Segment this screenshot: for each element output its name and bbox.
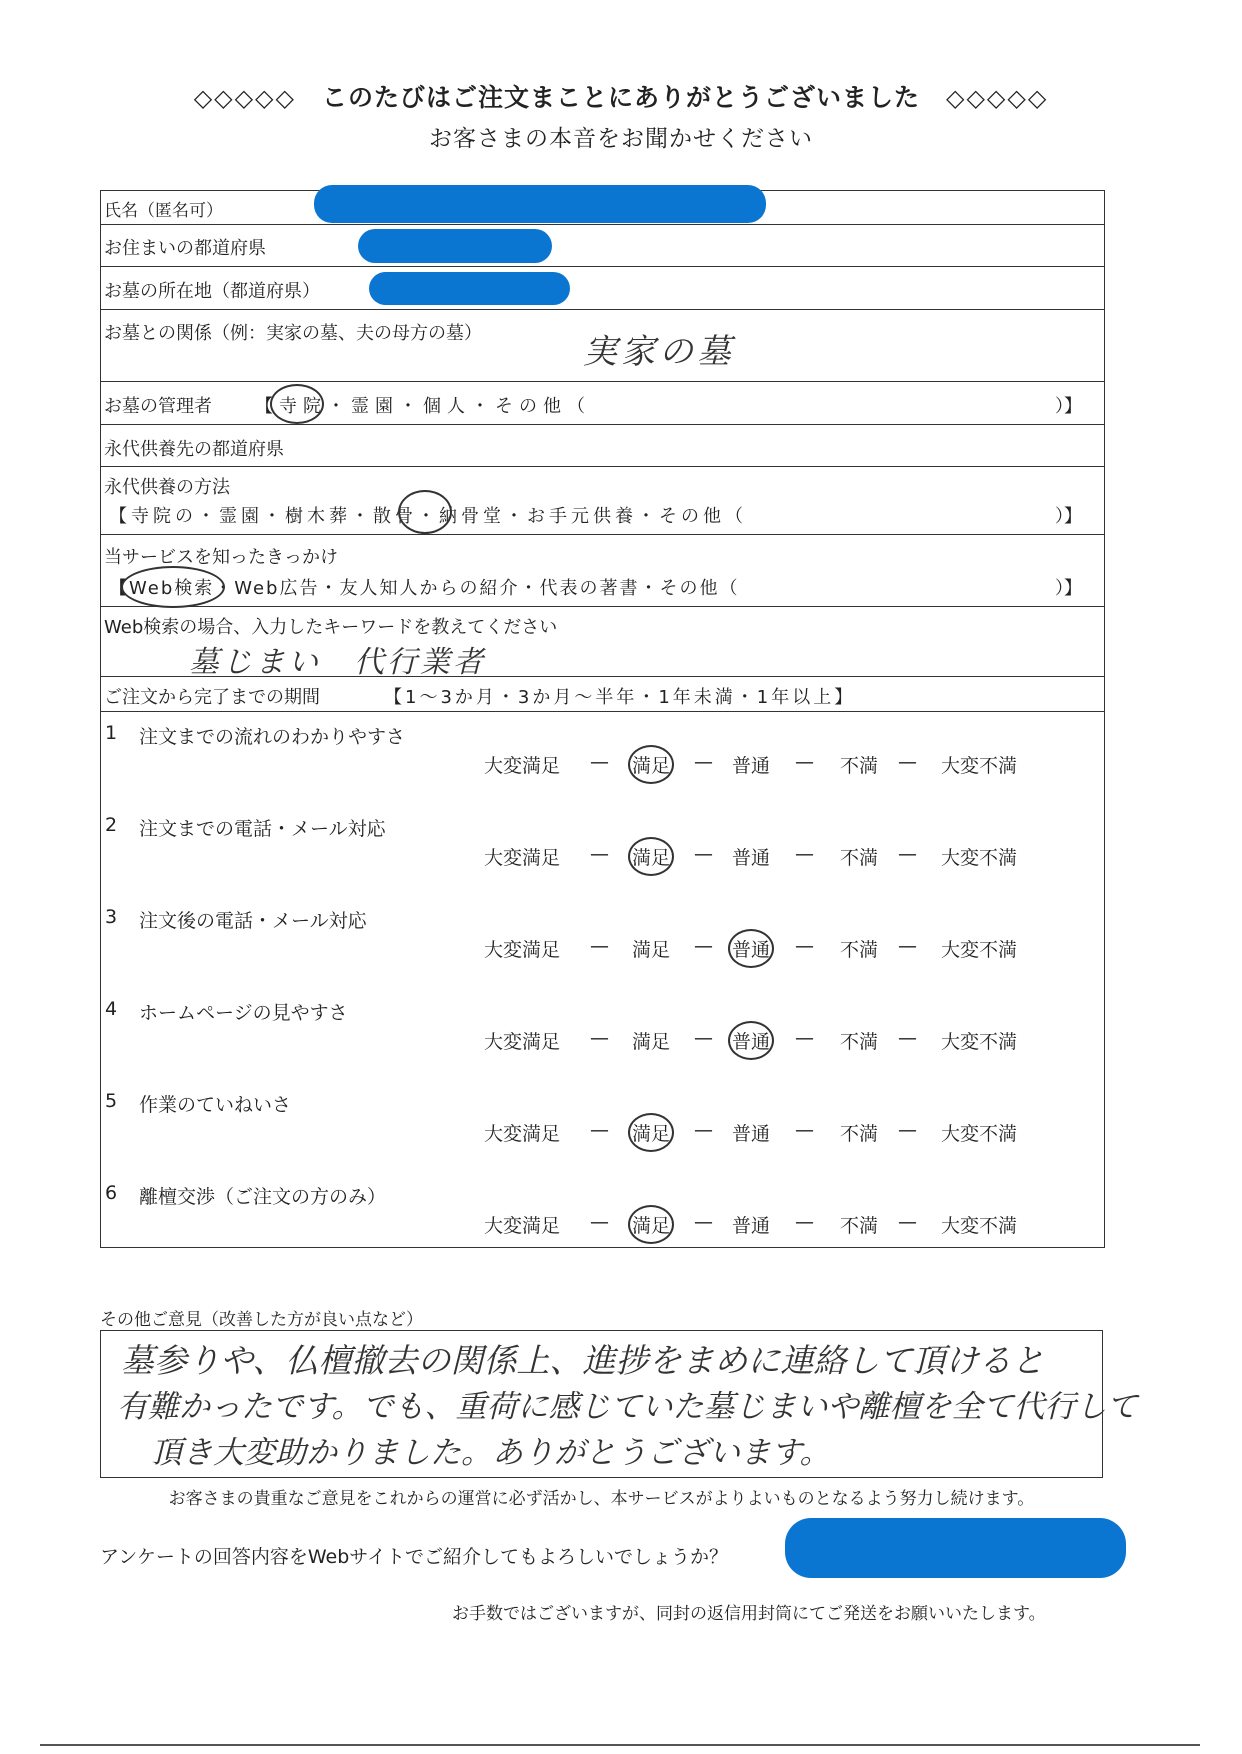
scale-dash: — <box>795 1027 814 1049</box>
question-text: 作業のていねいさ <box>139 1094 292 1116</box>
question-number: 5 <box>105 1090 118 1112</box>
rating-option[interactable]: 満足 <box>632 939 671 961</box>
consent-answer-redaction <box>785 1518 1126 1578</box>
question-text: 離檀交渉（ご注文の方のみ） <box>139 1186 387 1208</box>
question-number: 3 <box>105 906 118 928</box>
name-redaction <box>314 185 766 223</box>
scale-dash: — <box>795 1211 814 1233</box>
question-text: 注文後の電話・メール対応 <box>139 910 367 932</box>
title-text: このたびはご注文まことにありがとうございました <box>321 83 920 112</box>
trigger-row <box>101 535 1104 607</box>
scale-dash: — <box>694 1027 713 1049</box>
scale-dash: — <box>694 1119 713 1141</box>
rating-section <box>101 712 1104 1248</box>
footer-text: お手数ではございますが、同封の返信用封筒にてご発送をお願いいたします。 <box>452 1604 1046 1624</box>
question-number: 1 <box>105 722 118 744</box>
selection-circle <box>270 384 324 424</box>
rating-option[interactable]: 普通 <box>732 847 771 869</box>
rating-option[interactable]: 大変不満 <box>941 1215 1018 1237</box>
scale-dash: — <box>590 843 609 865</box>
notice-text: お客さまの貴重なご意見をこれからの運営に必ず活かし、本サービスがよりよいものとなるよう努力し続けます。 <box>168 1489 1035 1509</box>
rating-option[interactable]: 満足 <box>628 1113 674 1152</box>
rating-option[interactable]: 満足 <box>628 745 674 784</box>
scale-dash: — <box>590 1027 609 1049</box>
manager-bracket-end: ）】 <box>1055 396 1082 417</box>
scale-dash: — <box>795 843 814 865</box>
question-number: 6 <box>105 1182 118 1204</box>
scale-dash: — <box>898 843 917 865</box>
prefecture-row <box>101 225 1104 267</box>
rating-option[interactable]: 不満 <box>840 1031 879 1053</box>
scale-dash: — <box>590 1211 609 1233</box>
period-row <box>101 677 1104 712</box>
grave-location-row <box>101 267 1104 310</box>
name-row <box>101 191 1104 225</box>
rating-option[interactable]: 満足 <box>632 1031 671 1053</box>
rating-option[interactable]: 大変満足 <box>484 755 561 777</box>
rating-option[interactable]: 大変満足 <box>484 939 561 961</box>
comments-box <box>100 1330 1138 1478</box>
rating-question <box>101 812 1104 904</box>
trigger-bracket-end: ）】 <box>1055 578 1082 599</box>
rating-option[interactable]: 普通 <box>732 755 771 777</box>
rating-question <box>101 720 1104 812</box>
question-text: 注文までの流れのわかりやすさ <box>139 726 406 748</box>
relation-answer: 実家の墓 <box>583 332 735 372</box>
rating-option[interactable]: 大変満足 <box>484 847 561 869</box>
rating-option[interactable]: 普通 <box>732 1215 771 1237</box>
scan-edge-line <box>40 1744 1200 1746</box>
rating-option[interactable]: 普通 <box>732 1123 771 1145</box>
rating-question <box>101 1180 1104 1272</box>
rating-question <box>101 996 1104 1088</box>
rating-option[interactable]: 不満 <box>840 1123 879 1145</box>
rating-option[interactable]: 普通 <box>728 929 774 968</box>
rating-question <box>101 1088 1104 1180</box>
memorial-method-options: 【寺院の・霊園・樹木葬・散骨・納骨堂・お手元供養・その他（ <box>109 506 747 527</box>
question-text: ホームページの見やすさ <box>139 1002 348 1024</box>
question-text: 注文までの電話・メール対応 <box>139 818 386 840</box>
survey-form <box>100 190 1105 1248</box>
trigger-label: 当サービスを知ったきっかけ <box>104 547 338 568</box>
selection-circle <box>121 566 225 608</box>
scale-dash: — <box>795 751 814 773</box>
consent-question: アンケートの回答内容をWebサイトでご紹介してもよろしいでしょうか？ <box>100 1546 728 1568</box>
scale-dash: — <box>898 1027 917 1049</box>
keyword-row <box>101 607 1104 680</box>
scale-dash: — <box>590 1119 609 1141</box>
scale-dash: — <box>898 1211 917 1233</box>
scale-dash: — <box>898 935 917 957</box>
comment-line-3: 頂き大変助かりました。ありがとうございます。 <box>151 1435 831 1471</box>
scale-dash: — <box>898 751 917 773</box>
rating-option[interactable]: 大変満足 <box>484 1031 561 1053</box>
comment-line-1: 墓参りや、仏檀撤去の関係上、進捗をまめに連絡して頂けると <box>121 1341 1045 1380</box>
rating-option[interactable]: 不満 <box>840 939 879 961</box>
memorial-pref-label: 永代供養先の都道府県 <box>104 439 284 460</box>
manager-options: 【寺院・霊園・個人・その他（ <box>255 396 591 417</box>
decoration-diamonds-right: ◇◇◇◇◇ <box>946 84 1049 112</box>
grave-location-redaction <box>369 272 570 305</box>
selection-circle <box>398 490 452 534</box>
grave-location-label: お墓の所在地（都道府県） <box>104 281 320 302</box>
scale-dash: — <box>590 751 609 773</box>
scale-dash: — <box>590 935 609 957</box>
rating-option[interactable]: 大変満足 <box>484 1215 561 1237</box>
prefecture-redaction <box>358 229 552 263</box>
rating-option[interactable]: 大変不満 <box>941 1031 1018 1053</box>
question-number: 2 <box>105 814 118 836</box>
trigger-options: 【Web検索・Web広告・友人知人からの紹介・代表の著書・その他（ <box>109 578 740 599</box>
rating-option[interactable]: 大変不満 <box>941 755 1018 777</box>
scale-dash: — <box>694 843 713 865</box>
keyword-label: Web検索の場合、入力したキーワードを教えてください <box>104 617 558 638</box>
manager-label: お墓の管理者 <box>104 396 212 417</box>
memorial-method-row <box>101 467 1104 535</box>
memorial-method-bracket-end: ）】 <box>1055 506 1082 527</box>
memorial-method-label: 永代供養の方法 <box>104 477 230 498</box>
rating-option[interactable]: 不満 <box>840 755 879 777</box>
comments-label: その他ご意見（改善した方が良い点など） <box>100 1310 423 1330</box>
scale-dash: — <box>694 1211 713 1233</box>
rating-option[interactable]: 普通 <box>728 1021 774 1060</box>
rating-option[interactable]: 不満 <box>840 1215 879 1237</box>
decoration-diamonds-left: ◇◇◇◇◇ <box>193 84 296 112</box>
rating-option[interactable]: 不満 <box>840 847 879 869</box>
rating-option[interactable]: 満足 <box>628 837 674 876</box>
survey-subtitle: お客さまの本音をお聞かせください <box>429 126 813 152</box>
rating-option[interactable]: 大変不満 <box>941 939 1018 961</box>
period-label: ご注文から完了までの期間 <box>104 687 320 708</box>
scale-dash: — <box>795 935 814 957</box>
scale-dash: — <box>898 1119 917 1141</box>
prefecture-label: お住まいの都道府県 <box>104 238 266 259</box>
scale-dash: — <box>694 935 713 957</box>
rating-option[interactable]: 大変不満 <box>941 847 1018 869</box>
period-options: 【1〜3か月・3か月〜半年・1年未満・1年以上】 <box>384 687 856 708</box>
rating-option[interactable]: 大変不満 <box>941 1123 1018 1145</box>
scale-dash: — <box>694 751 713 773</box>
rating-option[interactable]: 大変満足 <box>484 1123 561 1145</box>
survey-title <box>0 78 1242 114</box>
rating-option[interactable]: 満足 <box>628 1205 674 1244</box>
scale-dash: — <box>795 1119 814 1141</box>
rating-question <box>101 904 1104 996</box>
relation-label: お墓との関係（例：実家の墓、夫の母方の墓） <box>104 323 482 344</box>
name-label: 氏名（匿名可） <box>104 201 223 221</box>
relation-row <box>101 310 1104 382</box>
manager-row <box>101 382 1104 425</box>
keyword-answer: 墓じまい 代行業者 <box>189 645 486 680</box>
comment-line-2: 有難かったです。でも、重荷に感じていた墓じまいや離檀を全て代行して <box>117 1389 1138 1425</box>
memorial-pref-row <box>101 425 1104 467</box>
question-number: 4 <box>105 998 118 1020</box>
